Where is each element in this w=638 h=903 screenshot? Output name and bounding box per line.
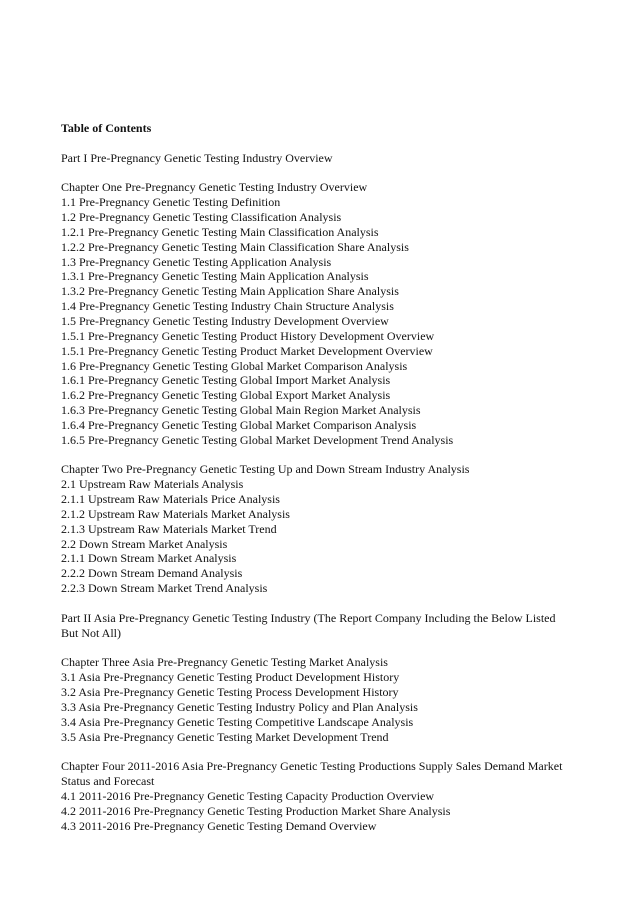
toc-section-chapter-2 — [61, 462, 566, 596]
toc-line: Part II Asia Pre-Pregnancy Genetic Testing Industry (The Report Company Including the Below Listed But Not All) — [61, 610, 556, 640]
toc-line: 2.1.1 Down Stream Market Analysis — [61, 551, 237, 566]
toc-line: 1.2.2 Pre-Pregnancy Genetic Testing Main Classification Share Analysis — [61, 239, 409, 254]
toc-line: 1.2 Pre-Pregnancy Genetic Testing Classification Analysis — [61, 210, 342, 225]
toc-line: 1.2.1 Pre-Pregnancy Genetic Testing Main Classification Analysis — [61, 224, 379, 239]
toc-line: 1.5 Pre-Pregnancy Genetic Testing Industry Development Overview — [61, 313, 389, 328]
toc-line: 2.1.1 Upstream Raw Materials Price Analysis — [61, 492, 280, 507]
toc-line: 2.1 Upstream Raw Materials Analysis — [61, 477, 244, 492]
toc-line: 1.6 Pre-Pregnancy Genetic Testing Global Market Comparison Analysis — [61, 358, 408, 373]
toc-line: 1.3.2 Pre-Pregnancy Genetic Testing Main Application Share Analysis — [61, 284, 399, 299]
toc-line: 3.2 Asia Pre-Pregnancy Genetic Testing Process Development History — [61, 685, 399, 700]
toc-line: 3.1 Asia Pre-Pregnancy Genetic Testing Product Development History — [61, 670, 400, 685]
toc-line: 1.4 Pre-Pregnancy Genetic Testing Industry Chain Structure Analysis — [61, 299, 394, 314]
toc-line: 3.4 Asia Pre-Pregnancy Genetic Testing Competitive Landscape Analysis — [61, 714, 414, 729]
toc-line: 4.1 2011-2016 Pre-Pregnancy Genetic Testing Capacity Production Overview — [61, 788, 435, 803]
toc-line: Chapter Two Pre-Pregnancy Genetic Testing Up and Down Stream Industry Analysis — [61, 462, 470, 477]
toc-line: 1.5.1 Pre-Pregnancy Genetic Testing Product Market Development Overview — [61, 343, 433, 358]
toc-line: 3.3 Asia Pre-Pregnancy Genetic Testing Industry Policy and Plan Analysis — [61, 699, 418, 714]
toc-line: Part I Pre-Pregnancy Genetic Testing Industry Overview — [61, 150, 333, 165]
toc-heading: Table of Contents — [61, 121, 152, 135]
toc-section-chapter-3 — [61, 655, 566, 744]
toc-line: 1.6.4 Pre-Pregnancy Genetic Testing Global Market Comparison Analysis — [61, 417, 417, 432]
toc-section-chapter-4 — [61, 759, 566, 833]
toc-line: 1.1 Pre-Pregnancy Genetic Testing Definition — [61, 195, 281, 210]
toc-line: 1.6.1 Pre-Pregnancy Genetic Testing Global Import Market Analysis — [61, 373, 391, 388]
toc-line: 2.1.3 Upstream Raw Materials Market Trend — [61, 521, 277, 536]
toc-line: Chapter Three Asia Pre-Pregnancy Genetic Testing Market Analysis — [61, 655, 388, 670]
toc-line: 2.2 Down Stream Market Analysis — [61, 536, 228, 551]
toc-line: 2.2.2 Down Stream Demand Analysis — [61, 566, 243, 581]
toc-section-part-1 — [61, 151, 566, 166]
toc-line: 3.5 Asia Pre-Pregnancy Genetic Testing Market Development Trend — [61, 729, 389, 744]
toc-line: 1.6.2 Pre-Pregnancy Genetic Testing Global Export Market Analysis — [61, 388, 391, 403]
document-page — [61, 121, 566, 848]
toc-line: 1.6.5 Pre-Pregnancy Genetic Testing Global Market Development Trend Analysis — [61, 432, 454, 447]
toc-line: 2.1.2 Upstream Raw Materials Market Analysis — [61, 506, 290, 521]
toc-line: Chapter Four 2011-2016 Asia Pre-Pregnancy Genetic Testing Productions Supply Sales Demand Market Status and Forecast — [61, 759, 563, 789]
toc-line: 2.2.3 Down Stream Market Trend Analysis — [61, 581, 268, 596]
toc-line: 1.3.1 Pre-Pregnancy Genetic Testing Main Application Analysis — [61, 269, 369, 284]
toc-line: 1.5.1 Pre-Pregnancy Genetic Testing Product History Development Overview — [61, 328, 435, 343]
toc-section-part-2 — [61, 611, 566, 641]
toc-section-chapter-1 — [61, 180, 566, 447]
toc-line: 4.3 2011-2016 Pre-Pregnancy Genetic Testing Demand Overview — [61, 818, 377, 833]
toc-line: Chapter One Pre-Pregnancy Genetic Testing Industry Overview — [61, 180, 368, 195]
toc-line: 1.6.3 Pre-Pregnancy Genetic Testing Global Main Region Market Analysis — [61, 403, 421, 418]
toc-line: 4.2 2011-2016 Pre-Pregnancy Genetic Testing Production Market Share Analysis — [61, 803, 451, 818]
toc-line: 1.3 Pre-Pregnancy Genetic Testing Application Analysis — [61, 254, 332, 269]
